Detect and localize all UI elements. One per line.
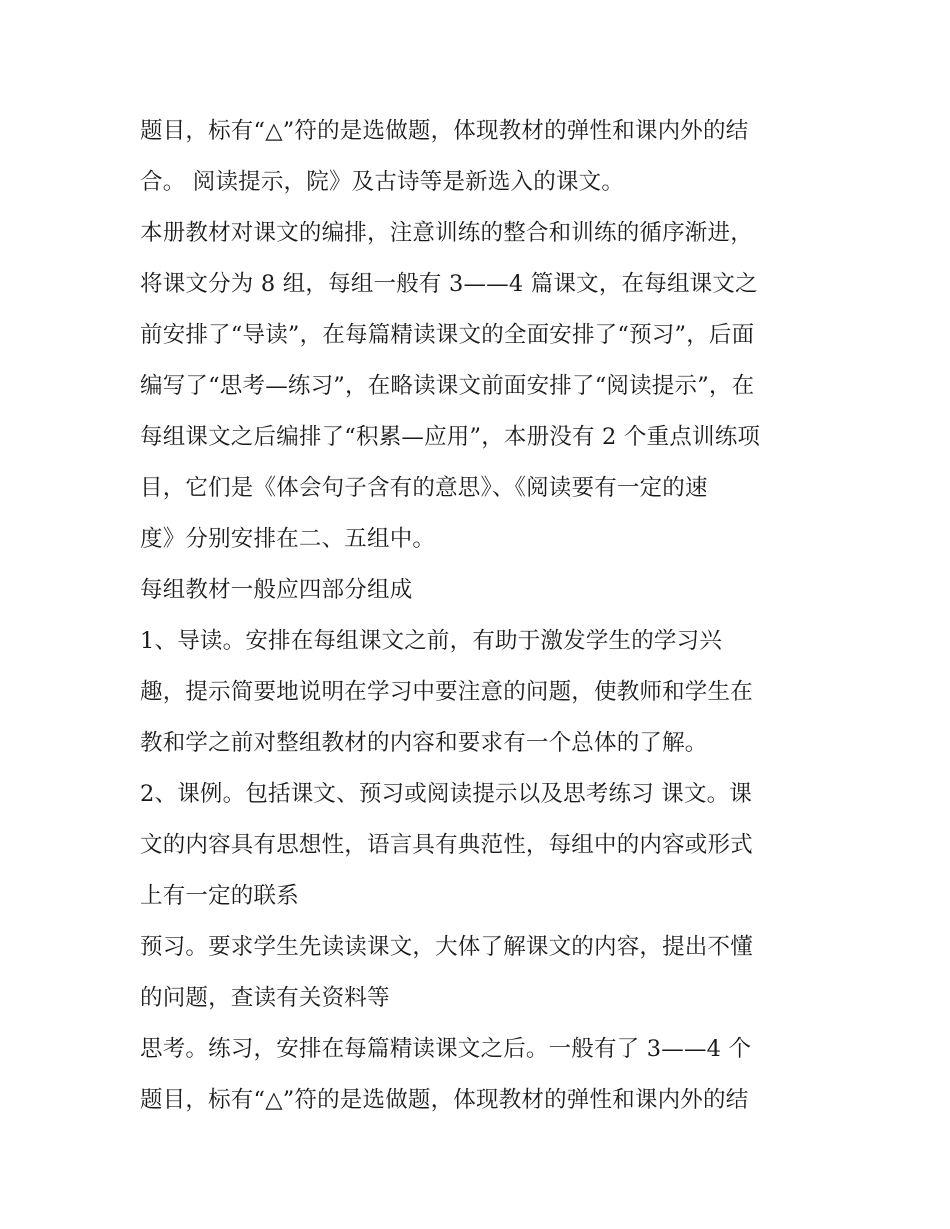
text-line: 预习。要求学生先读读课文，大体了解课文的内容，提出不懂 — [140, 934, 753, 960]
text-line: 的问题，查读有关资料等 — [140, 985, 390, 1011]
text-line: 题目，标有“△”符的是选做题，体现教材的弹性和课内外的结 — [140, 118, 749, 144]
text-line: 将课文分为 8 组，每组一般有 3——4 篇课文，在每组课文之 — [140, 271, 758, 297]
text-line: 度》分别安排在二、五组中。 — [140, 526, 436, 552]
text-line: 题目，标有“△”符的是选做题，体现教材的弹性和课内外的结 — [140, 1087, 749, 1113]
text-line: 1、导读。安排在每组课文之前，有助于激发学生的学习兴 — [140, 628, 723, 654]
document-body — [140, 106, 820, 1126]
text-line: 目，它们是《体会句子含有的意思》、《阅读要有一定的速 — [140, 475, 708, 501]
text-line: 前安排了“导读”，在每篇精读课文的全面安排了“预习”，后面 — [140, 322, 755, 348]
text-line: 每组教材一般应四部分组成 — [140, 577, 413, 603]
text-line: 上有一定的联系 — [140, 883, 299, 909]
text-line: 思考。练习，安排在每篇精读课文之后。一般有了 3——4 个 — [140, 1036, 752, 1062]
text-line: 编写了“思考—练习”，在略读课文前面安排了“阅读提示”，在 — [140, 373, 755, 399]
text-line: 教和学之前对整组教材的内容和要求有一个总体的了解。 — [140, 730, 708, 756]
text-line: 每组课文之后编排了“积累—应用”，本册没有 2 个重点训练项 — [140, 424, 761, 450]
text-line: 趣，提示简要地说明在学习中要注意的问题，使教师和学生在 — [140, 679, 753, 705]
text-line: 本册教材对课文的编排，注意训练的整合和训练的循序渐进， — [140, 220, 753, 246]
text-line: 文的内容具有思想性，语言具有典范性，每组中的内容或形式 — [140, 832, 753, 858]
text-line: 合。 阅读提示，院》及古诗等是新选入的课文。 — [140, 169, 625, 195]
text-line: 2、课例。包括课文、预习或阅读提示以及思考练习 课文。课 — [140, 781, 753, 807]
